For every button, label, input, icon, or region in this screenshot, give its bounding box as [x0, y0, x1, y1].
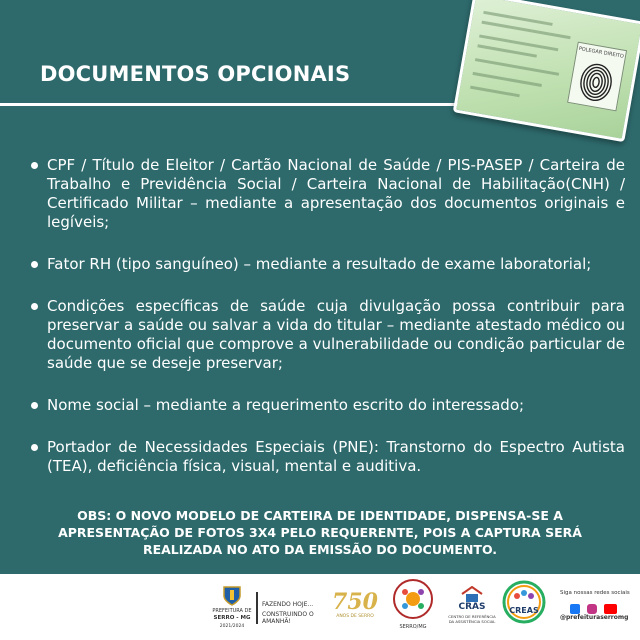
page-title: DOCUMENTOS OPCIONAIS — [40, 62, 351, 86]
cras-title: CRAS — [458, 602, 486, 612]
social-title: Siga nossas redes sociais — [560, 590, 630, 596]
social-handle[interactable]: @prefeituraserromg — [560, 614, 629, 621]
house-icon — [460, 586, 484, 602]
list-item-text: CPF / Título de Eleitor / Cartão Nacional de Saúde / PIS-PASEP / Carteira de Trabalho e Previdência Social / Carteira Nacional de Habilitação(CNH) / Certificado Militar – mediante a apresentação dos documentos originais e legíveis; — [47, 156, 625, 231]
id-card-illustration — [453, 0, 640, 142]
list-item-text: Portador de Necessidades Especiais (PNE): Transtorno do Espectro Autista (TEA), deficiência física, visual, mental e auditiva. — [47, 438, 625, 475]
750-anos-number: 750 — [332, 589, 378, 615]
card-photo-label: POLEGAR DIREITO — [578, 45, 625, 60]
slogan-line-2: CONSTRUINDO O AMANHÃ! — [262, 611, 314, 625]
card-line — [470, 86, 520, 98]
instagram-icon[interactable] — [587, 604, 597, 614]
list-item — [31, 297, 625, 373]
footer-logos — [0, 574, 640, 640]
card-line — [472, 72, 541, 87]
list-item-text: Fator RH (tipo sanguíneo) – mediante a resultado de exame laboratorial; — [47, 255, 592, 273]
creas-title: CREAS — [509, 606, 539, 615]
750-anos-logo — [328, 590, 382, 630]
obs-label: OBS — [77, 508, 107, 523]
secretaria-city: SERRO/MG — [399, 624, 427, 630]
social-icons — [570, 599, 617, 611]
card-line — [477, 44, 537, 57]
prefeitura-years: 2021/2024 — [219, 624, 245, 629]
creas-logo — [502, 580, 548, 630]
optional-documents-list — [31, 156, 625, 499]
coat-of-arms-icon — [221, 584, 243, 606]
bullet-icon — [31, 261, 38, 268]
slogan-line-1: FAZENDO HOJE... — [262, 601, 314, 608]
list-item — [31, 438, 625, 476]
social-block — [560, 590, 636, 632]
list-item — [31, 255, 625, 274]
prefeitura-logo — [212, 584, 252, 632]
obs-note — [30, 507, 610, 558]
card-line — [475, 58, 559, 76]
prefeitura-city: SERRO - MG — [213, 615, 251, 621]
list-item — [31, 396, 625, 415]
facebook-icon[interactable] — [570, 604, 580, 614]
prefeitura-label: PREFEITURA DE — [212, 608, 252, 614]
obs-text: : O NOVO MODELO DE CARTEIRA DE IDENTIDADE, DISPENSA-SE A APRESENTAÇÃO DE FOTOS 3X4 PELO REQUERENTE, POIS A CAPTURA SERÁ REALIZADA NO ATO DA EMISSÃO DO DOCUMENTO. — [58, 508, 582, 557]
secretaria-ring-icon — [392, 578, 434, 620]
bullet-icon — [31, 444, 38, 451]
card-fingerprint-box — [567, 42, 627, 112]
list-item-text: Condições específicas de saúde cuja divulgação possa contribuir para preservar a saúde ou salvar a vida do titular – mediante atestado médico ou documento oficial que comprove a vulnerabilidade ou condição particular de saúde que se deseje preservar; — [47, 297, 625, 372]
list-item-text: Nome social – mediante a requerimento escrito do interessado; — [47, 396, 525, 414]
list-item — [31, 156, 625, 232]
bullet-icon — [31, 303, 38, 310]
bullet-icon — [31, 402, 38, 409]
footer-divider — [256, 592, 258, 624]
fingerprint-icon — [573, 55, 620, 105]
creas-ring-icon — [502, 580, 546, 624]
cras-sub: CENTRO DE REFERÊNCIA DA ASSISTÊNCIA SOCIAL — [448, 614, 496, 624]
secretaria-logo — [392, 578, 434, 636]
youtube-icon[interactable] — [604, 604, 617, 614]
cras-logo — [448, 586, 496, 636]
title-underline — [0, 103, 470, 106]
750-anos-sub: ANOS DE SERRO — [336, 614, 374, 619]
bullet-icon — [31, 162, 38, 169]
